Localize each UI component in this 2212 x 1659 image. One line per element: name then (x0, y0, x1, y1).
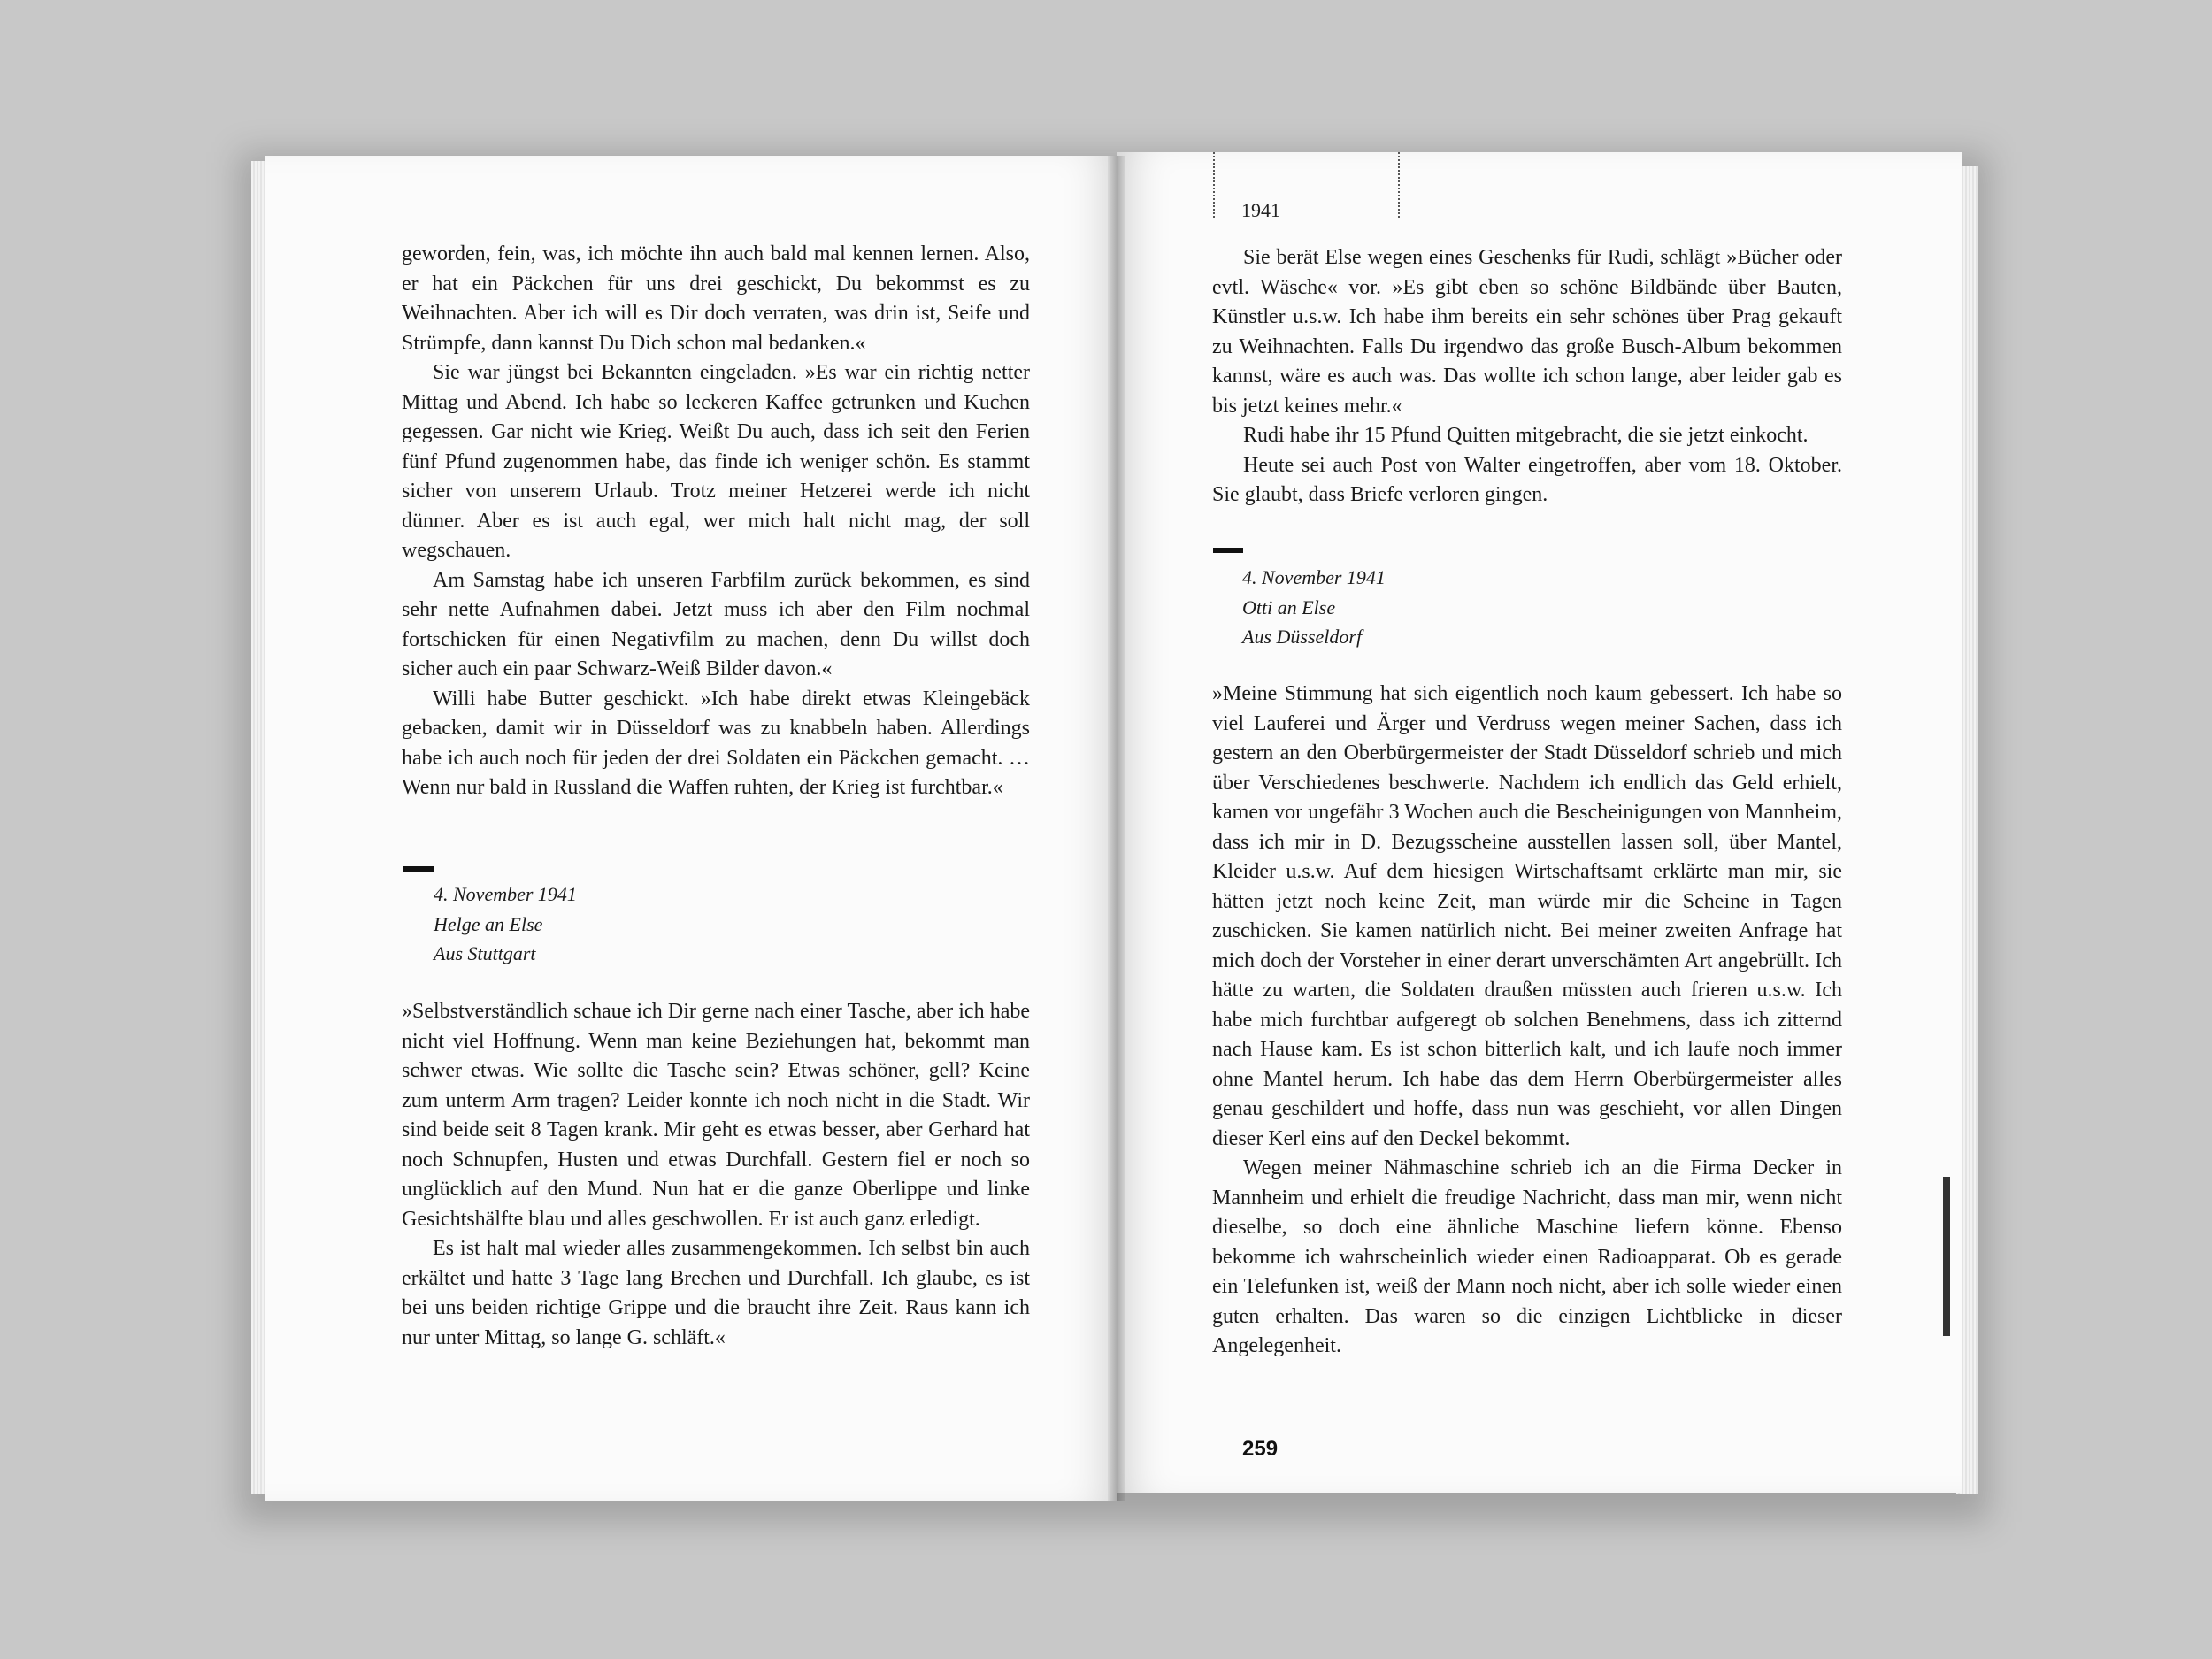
right-page-text-bottom (1212, 680, 1842, 1362)
paragraph: Sie war jüngst bei Bekannten eingeladen. »Es war ein richtig netter Mittag und Abend. Ich habe so leckeren Kaffee getrunken und Kuchen gegessen. Gar nicht wie Krieg. Weißt Du auch, dass ich seit den Ferien fünf Pfund zugenommen habe, das finde ich weniger schön. Es stammt sicher von unserem Urlaub. Trotz meiner Hetzerei werde ich nicht dünner. Aber es ist auch egal, wer mich halt nicht mag, der soll wegschauen. (402, 361, 1030, 562)
paragraph: Rudi habe ihr 15 Pfund Quitten mitgebracht, die sie jetzt einkocht. (1243, 424, 1809, 447)
section-divider (1213, 548, 1243, 553)
paragraph: Wegen meiner Nähmaschine schrieb ich an die Firma Decker in Mannheim und erhielt die freudige Nachricht, dass man mir, wenn nicht dieselbe, so doch eine ähnliche Maschine liefern könne. Ebenso bekomme ich wahrscheinlich wieder einen Radioapparat. Ob es gerade ein Telefunken ist, weiß der Mann noch nicht, aber ich solle wieder einen guten erhalten. Das waren so die einzigen Lichtblicke in dieser Angelegenheit. (1212, 1156, 1842, 1357)
paragraph: »Selbstverständlich schaue ich Dir gerne nach einer Tasche, aber ich habe nicht viel Hoffnung. Wenn man keine Beziehungen hat, bekommt man schwer etwas. Wie sollte die Tasche sein? Etwas schöner, gell? Keine zum unterm Arm tragen? Leider konnte ich noch nicht in die Stadt. Wir sind beide seit 8 Tagen krank. Mir geht es etwas besser, aber Gerhard hat noch Schnupfen, Husten und etwas Durchfall. Gestern fiel er noch so unglücklich auf den Mund. Nun hat er die ganze Oberlippe und linke Gesichtshälfte blau und alles geschwollen. Er ist auch ganz erledigt. (402, 1000, 1030, 1231)
entry-place: Aus Düsseldorf (1242, 626, 1363, 648)
paragraph: Willi habe Butter geschickt. »Ich habe direkt etwas Kleingebäck gebacken, damit wir in Düsseldorf was zu knabbeln haben. Allerdings habe ich auch noch für jeden der drei Soldaten ein Päckchen gemacht. … Wenn nur bald in Russland die Waffen ruhten, der Krieg ist furchtbar.« (402, 687, 1030, 799)
section-divider (403, 866, 434, 872)
entry-date: 4. November 1941 (1242, 566, 1386, 588)
running-head: 1941 (1241, 199, 1280, 221)
paragraph: »Meine Stimmung hat sich eigentlich noch kaum gebessert. Ich habe so viel Lauferei und Ärger und Verdruss wegen meiner Sachen, dass ich gestern an den Oberbürgermeister der Stadt Düsseldorf schrieb und mich über Verschiedenes beschwerte. Nachdem ich endlich das Geld erhielt, kamen vor ungefähr 3 Wochen auch die Bescheinigungen von Mannheim, dass ich mir in D. Bezugsscheine ausstellen lassen soll, über Mantel, Kleider u.s.w. Auf dem hiesigen Wirtschaftsamt erklärte man mir, sie hätten jetzt noch keine Zeit, man würde mir die Scheine in Tagen zuschicken. Sie kamen natürlich nicht. Bei meiner zweiten Anfrage hat mich doch der Vorsteher in einer derart unverschämten Art angebrüllt. Ich hätte zu warten, die Soldaten draußen müssten auch frieren u.s.w. Ich habe mich furchtbar aufgeregt ob solchen Benehmens, dass ich zitternd nach Hause kam. Es ist schon bitterlich kalt, und ich laufe noch immer ohne Mantel herum. Ich habe das dem Herrn Oberbürgermeister alles genau geschildert und hoffe, dass nun was geschieht, vor allen Dingen dieser Kerl eins auf den Deckel bekommt. (1212, 682, 1842, 1150)
dotted-rule-left (1213, 152, 1215, 218)
entry-from-to: Helge an Else (434, 912, 543, 935)
page-number: 259 (1242, 1437, 1279, 1461)
paragraph: Sie berät Else wegen eines Geschenks für Rudi, schlägt »Bücher oder evtl. Wäsche« vor. »Es gibt eben so schöne Bildbände über Bauten, Künstler u.s.w. Ich habe ihm bereits ein sehr schönes über Prag gekauft zu Weihnachten. Falls Du irgendwo das große Busch-Album bekommen kannst, wäre es auch was. Das wollte ich schon lange, aber leider gab es bis jetzt keines mehr.« (1212, 246, 1842, 418)
left-page-text-top (402, 240, 1030, 803)
paragraph: Heute sei auch Post von Walter eingetroffen, aber vom 18. Oktober. Sie glaubt, dass Briefe verloren gingen. (1212, 453, 1842, 506)
entry-header-right (1242, 563, 1386, 652)
paragraph: geworden, fein, was, ich möchte ihn auch bald mal kennen lernen. Also, er hat ein Päckchen für uns drei geschickt, Du bekommst es zu Weihnachten. Aber ich will es Dir doch verraten, was drin ist, Seife und Strümpfe, dann kannst Du Dich schon mal bedanken.« (402, 242, 1030, 355)
page-edge-shadow (1943, 1177, 1950, 1336)
paragraph: Es ist halt mal wieder alles zusammengekommen. Ich selbst bin auch erkältet und hatte 3 Tage lang Brechen und Durchfall. Ich glaube, es ist bei uns beiden richtige Grippe und die braucht ihre Zeit. Raus kann ich nur unter Mittag, so lange G. schläft.« (402, 1237, 1030, 1349)
entry-from-to: Otti an Else (1242, 595, 1336, 618)
entry-place: Aus Stuttgart (434, 942, 536, 964)
dotted-rule-right (1398, 152, 1400, 218)
entry-date: 4. November 1941 (434, 883, 577, 905)
entry-header-left (434, 879, 577, 969)
left-page-text-bottom (402, 997, 1030, 1353)
right-page-text-top (1212, 243, 1842, 511)
paragraph: Am Samstag habe ich unseren Farbfilm zurück bekommen, es sind sehr nette Aufnahmen dabei. Jetzt muss ich aber den Film nochmal fortschicken für einen Negativfilm zu machen, denn Du willst doch sicher auch ein paar Schwarz-Weiß Bilder davon.« (402, 568, 1030, 680)
book-spine (1108, 156, 1125, 1501)
